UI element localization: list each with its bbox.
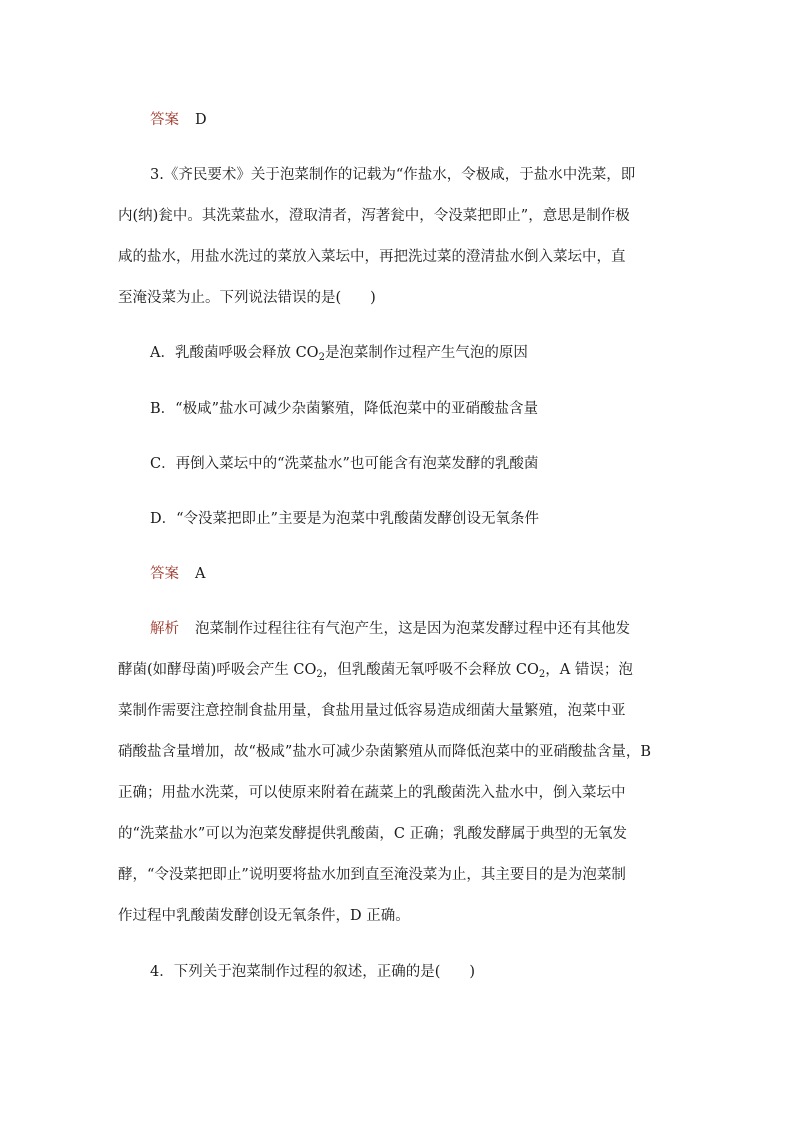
q3-stem-line-2: 内(纳)瓮中。其洗菜盐水，澄取清者，泻著瓮中，令没菜把即止”，意思是制作极 (118, 208, 630, 224)
q3-stem-line-1: 3.《齐民要术》关于泡菜制作的记载为“作盐水，令极咸，于盐水中洗菜，即 (150, 167, 636, 183)
analysis-text: 酵菌(如酵母菌)呼吸会产生 CO (118, 662, 317, 678)
analysis-text: ，A 错误；泡 (545, 662, 633, 678)
answer-label: 答案 (150, 112, 179, 128)
q3-analysis-line-8: 作过程中乳酸菌发酵创设无氧条件，D 正确。 (118, 908, 410, 924)
co2-subscript: 2 (538, 669, 546, 680)
q3-answer (150, 564, 205, 584)
prev-answer (150, 110, 207, 130)
q3-option-b: B．“极咸”盐水可减少杂菌繁殖，降低泡菜中的亚硝酸盐含量 (150, 401, 538, 417)
option-a-subscript: 2 (318, 352, 325, 363)
q3-analysis-line-1 (150, 619, 630, 639)
answer-value: A (195, 566, 206, 582)
q3-stem-line-3: 咸的盐水，用盐水洗过的菜放入菜坛中，再把洗过菜的澄清盐水倒入菜坛中，直 (118, 249, 626, 265)
q3-analysis-line-3: 菜制作需要注意控制食盐用量，食盐用量过低容易造成细菌大量繁殖，泡菜中亚 (118, 703, 626, 719)
co2-subscript: 2 (316, 669, 323, 680)
q3-analysis-line-4: 硝酸盐含量增加，故“极咸”盐水可减少杂菌繁殖从而降低泡菜中的亚硝酸盐含量，B (118, 744, 651, 760)
q4-stem: 4．下列关于泡菜制作过程的叙述，正确的是( ) (150, 964, 476, 980)
option-a-text-post: 是泡菜制作过程产生气泡的原因 (324, 345, 528, 361)
answer-value: D (195, 112, 207, 128)
q3-option-a (150, 343, 528, 363)
q3-option-d: D．“令没菜把即止”主要是为泡菜中乳酸菌发酵创设无氧条件 (150, 511, 539, 527)
answer-label: 答案 (150, 566, 179, 582)
q3-analysis-line-5: 正确；用盐水洗菜，可以使原来附着在蔬菜上的乳酸菌洗入盐水中，倒入菜坛中 (118, 785, 626, 801)
q3-stem-line-4: 至淹没菜为止。下列说法错误的是( ) (118, 290, 376, 306)
q3-option-c: C．再倒入菜坛中的“洗菜盐水”也可能含有泡菜发酵的乳酸菌 (150, 456, 539, 472)
analysis-text: ，但乳酸菌无氧呼吸不会释放 CO (322, 662, 539, 678)
analysis-text: 泡菜制作过程往往有气泡产生，这是因为泡菜发酵过程中还有其他发 (195, 621, 630, 637)
q3-analysis-line-2 (118, 660, 633, 680)
q3-analysis-line-7: 酵，“令没菜把即止”说明要将盐水加到直至淹没菜为止，其主要目的是为泡菜制 (118, 867, 626, 883)
analysis-label: 解析 (150, 621, 179, 637)
option-a-text-pre: A．乳酸菌呼吸会释放 CO (150, 345, 319, 361)
q3-analysis-line-6: 的“洗菜盐水”可以为泡菜发酵提供乳酸菌，C 正确；乳酸发酵属于典型的无氧发 (118, 826, 628, 842)
